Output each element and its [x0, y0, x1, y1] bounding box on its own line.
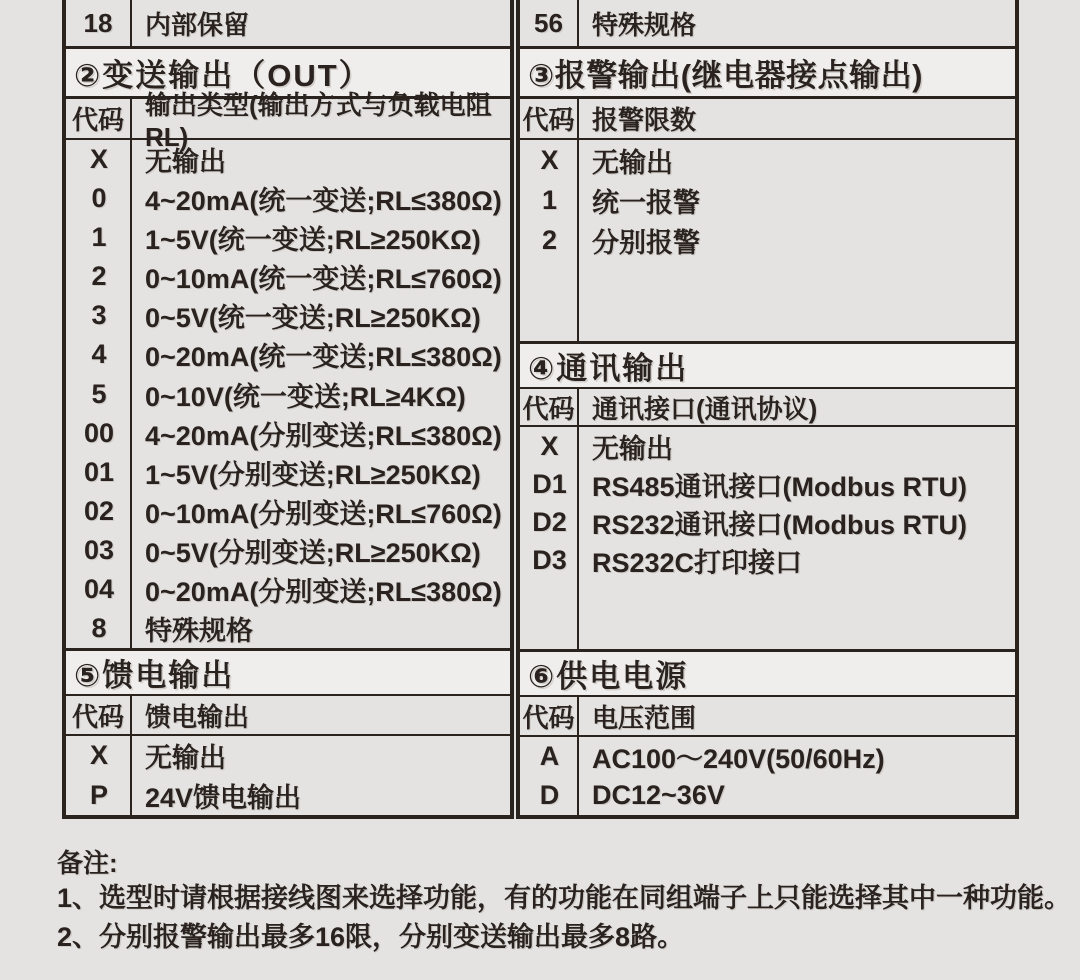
table-row: [520, 140, 1015, 180]
table-row: [520, 503, 1015, 541]
notes-heading: 备注:: [57, 848, 118, 878]
row-code: X: [540, 144, 559, 175]
note-item: 2、分别报警输出最多16限，分别变送输出最多8路。: [57, 922, 685, 952]
table-row: [66, 179, 510, 218]
row-code: X: [89, 144, 108, 175]
section-title-alarm-output: ③报警输出(继电器接点输出): [520, 49, 1015, 99]
column-header-code: 代码: [520, 697, 579, 735]
column-header-code: 代码: [66, 99, 132, 138]
column-header-row: [66, 89, 510, 152]
row-code: 04: [83, 573, 115, 604]
row-label: 0~20mA(分别变送;RL≤380Ω): [145, 576, 502, 607]
table-row: [66, 335, 510, 374]
section-title-transmit-output: ②变送输出（OUT）: [66, 49, 510, 99]
row-label: 0~5V(统一变送;RL≥250KΩ): [145, 303, 481, 334]
note-item: 1、选型时请根据接线图来选择功能，有的功能在同组端子上只能选择其中一种功能。: [57, 883, 1072, 913]
row-label: RS232C打印接口: [592, 547, 803, 578]
table-row: [66, 570, 510, 609]
transmit-output-table-body: [66, 140, 510, 651]
row-label: 无输出: [592, 433, 673, 464]
section-title-comm-output: ④通讯输出: [520, 344, 1015, 389]
row-code: 1: [91, 222, 107, 253]
table-row: [520, 0, 1015, 49]
column-header-code: 代码: [520, 99, 579, 138]
row-code: 2: [541, 224, 558, 255]
table-row: [66, 218, 510, 257]
column-header-label: 馈电输出: [145, 701, 250, 732]
row-label: 24V馈电输出: [145, 782, 302, 813]
row-label: 内部保留: [145, 9, 250, 40]
row-code: 01: [83, 456, 115, 487]
row-label: DC12~36V: [592, 780, 725, 810]
table-row: [66, 296, 510, 335]
row-code: 03: [83, 534, 115, 565]
row-code: 3: [91, 300, 107, 331]
row-code: 00: [83, 417, 115, 448]
row-label: 1~5V(分别变送;RL≥250KΩ): [145, 459, 481, 490]
column-header-row: [520, 389, 1015, 427]
row-label: 0~10V(统一变送;RL≥4KΩ): [145, 381, 466, 412]
row-label: 统一报警: [592, 187, 700, 218]
table-row: [520, 541, 1015, 579]
table-row: [66, 492, 510, 531]
section-title-feed-output: ⑤馈电输出: [66, 651, 510, 696]
right-table-column: [516, 0, 1019, 819]
row-code: X: [89, 740, 108, 771]
row-label: RS232通讯接口(Modbus RTU): [592, 509, 968, 540]
table-row: [66, 414, 510, 453]
column-header-row: [66, 696, 510, 736]
table-row: [66, 531, 510, 570]
notes-block: [57, 847, 1072, 957]
table-row: [66, 453, 510, 492]
table-row: [66, 257, 510, 296]
row-code: 8: [91, 612, 107, 643]
column-header-code: 代码: [520, 389, 579, 425]
left-table-column: [62, 0, 514, 819]
row-code: A: [539, 741, 560, 771]
column-header-label: 报警限数: [592, 105, 697, 135]
table-row: [520, 180, 1015, 220]
table-row: [520, 737, 1015, 776]
table-row: [66, 0, 510, 49]
column-divider: [130, 140, 132, 648]
row-label: 1~5V(统一变送;RL≥250KΩ): [145, 225, 481, 256]
row-label: 0~20mA(统一变送;RL≤380Ω): [145, 342, 502, 373]
column-divider: [577, 737, 579, 815]
row-label: AC100～240V(50/60Hz): [592, 744, 885, 774]
row-code: D2: [532, 506, 567, 537]
row-label: 分别报警: [592, 227, 700, 258]
table-row: [66, 374, 510, 413]
row-label: 特殊规格: [145, 615, 253, 646]
row-code: D1: [532, 468, 567, 499]
comm-output-table-body: [520, 427, 1015, 652]
row-code: 1: [541, 184, 558, 215]
table-row: [66, 609, 510, 648]
table-row: [520, 220, 1015, 260]
table-row: [66, 140, 510, 179]
table-row: [520, 465, 1015, 503]
power-supply-table-body: [520, 737, 1015, 819]
table-row: [520, 776, 1015, 815]
row-code: 0: [91, 183, 107, 214]
row-label: RS485通讯接口(Modbus RTU): [592, 471, 968, 502]
row-label: 0~10mA(分别变送;RL≤760Ω): [145, 498, 502, 529]
row-label: 无输出: [592, 147, 673, 178]
table-row: [66, 776, 510, 816]
column-header-row: [520, 697, 1015, 737]
row-code: 4: [91, 339, 107, 370]
column-header-label: 输出类型(输出方式与负载电阻RL): [145, 89, 492, 152]
row-label: 无输出: [145, 743, 226, 774]
row-code: 18: [66, 0, 132, 46]
column-header-label: 通讯接口(通讯协议): [592, 393, 818, 424]
row-code: 2: [91, 261, 107, 292]
column-divider: [577, 140, 579, 341]
table-row: [66, 736, 510, 776]
section-title-power-supply: ⑥供电电源: [520, 652, 1015, 697]
row-code: P: [89, 779, 108, 810]
column-header-label: 电压范围: [592, 702, 697, 733]
row-code: 02: [83, 495, 115, 526]
row-label: 无输出: [145, 147, 226, 178]
row-code: D: [539, 780, 560, 810]
row-code: D3: [532, 544, 567, 575]
column-header-code: 代码: [66, 696, 132, 734]
row-label: 特殊规格: [592, 9, 697, 40]
feed-output-table-body: [66, 736, 510, 819]
column-divider: [577, 427, 579, 649]
row-label: 4~20mA(分别变送;RL≤380Ω): [145, 420, 502, 451]
row-code: X: [540, 430, 559, 461]
row-label: 4~20mA(统一变送;RL≤380Ω): [145, 186, 502, 217]
row-code: 5: [91, 378, 107, 409]
row-label: 0~10mA(统一变送;RL≤760Ω): [145, 264, 502, 295]
table-row: [520, 427, 1015, 465]
alarm-output-table-body: [520, 140, 1015, 344]
row-label: 0~5V(分别变送;RL≥250KΩ): [145, 537, 481, 568]
column-header-row: [520, 99, 1015, 140]
row-code: 56: [520, 0, 579, 46]
column-divider: [130, 736, 132, 815]
